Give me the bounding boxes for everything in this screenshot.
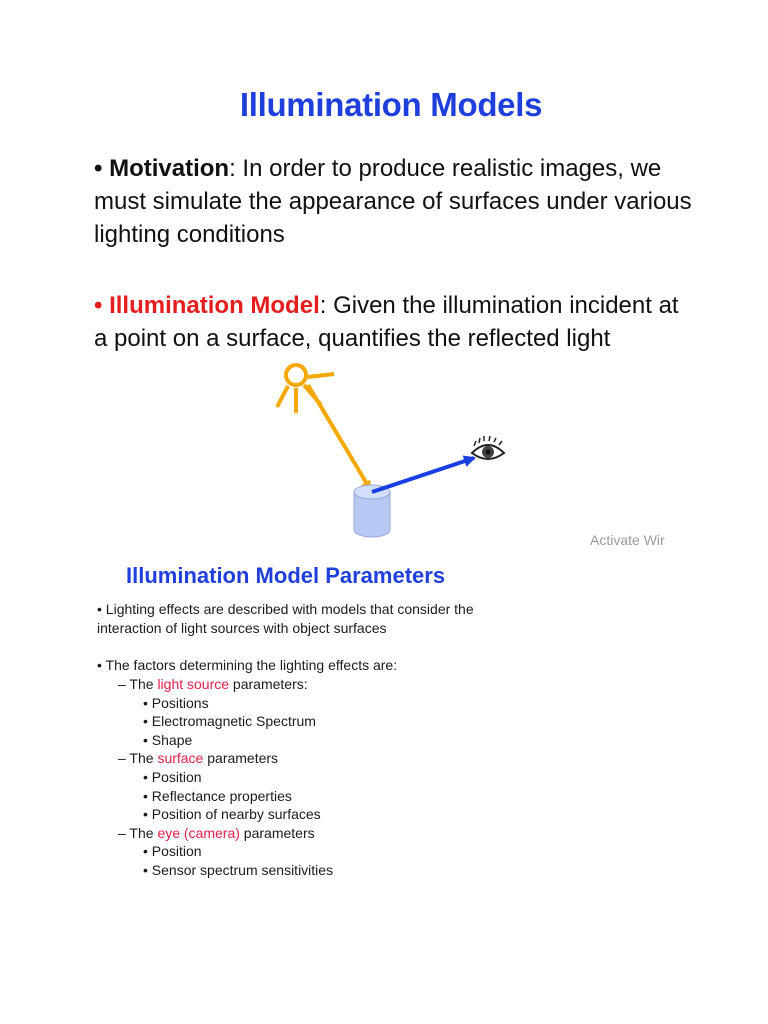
group-prefix: – The	[118, 750, 158, 767]
group-surface	[97, 749, 333, 768]
parameters-title: Illumination Model Parameters	[126, 563, 446, 588]
model-text: : Given the illumination incident at a point on a surface, quantifies the reflected light	[94, 292, 679, 352]
group-light-source	[97, 675, 333, 694]
eye-icon	[472, 436, 504, 459]
slide-title: Illumination Models	[239, 86, 543, 123]
list-item: • Positions	[143, 694, 209, 711]
group-suffix: parameters:	[229, 676, 308, 692]
surface-cylinder	[354, 485, 390, 537]
reflected-ray	[372, 458, 474, 492]
group-prefix: – The	[118, 824, 158, 841]
list-item: • Position	[143, 768, 202, 785]
list-item: • Position of nearby surfaces	[143, 806, 321, 823]
factor-list	[97, 675, 333, 880]
illumination-diagram	[260, 355, 520, 545]
group-suffix: parameters	[203, 750, 279, 767]
motivation-bullet: •	[94, 155, 103, 182]
group-highlight: surface	[157, 750, 204, 767]
model-bullet: •	[94, 292, 103, 319]
sun-icon	[277, 365, 334, 413]
group-highlight: eye (camera)	[157, 824, 240, 841]
group-prefix: – The	[118, 676, 158, 692]
motivation-term: Motivation	[109, 155, 230, 182]
model-term: Illumination Model	[109, 292, 320, 319]
motivation-text: : In order to produce realistic images, we must simulate the appearance of surfaces under various lighting conditions	[94, 155, 692, 248]
list-item: • Position	[143, 843, 202, 860]
illumination-model-paragraph	[94, 289, 694, 355]
list-item: • Sensor spectrum sensitivities	[143, 861, 334, 878]
factors-heading: • The factors determining the lighting effects are:	[97, 657, 398, 673]
motivation-paragraph	[94, 152, 694, 251]
group-highlight: light source	[157, 676, 230, 692]
group-suffix: parameters	[239, 824, 315, 841]
intro-bullet: • Lighting effects are described with models that consider the interaction of light sources with object surfaces	[97, 601, 474, 636]
group-eye-camera	[97, 824, 333, 843]
list-item: • Electromagnetic Spectrum	[143, 713, 316, 730]
watermark-text: Activate Wir	[590, 532, 665, 548]
list-item: • Shape	[143, 731, 193, 748]
list-item: • Reflectance properties	[143, 787, 292, 804]
incident-ray	[308, 385, 370, 489]
